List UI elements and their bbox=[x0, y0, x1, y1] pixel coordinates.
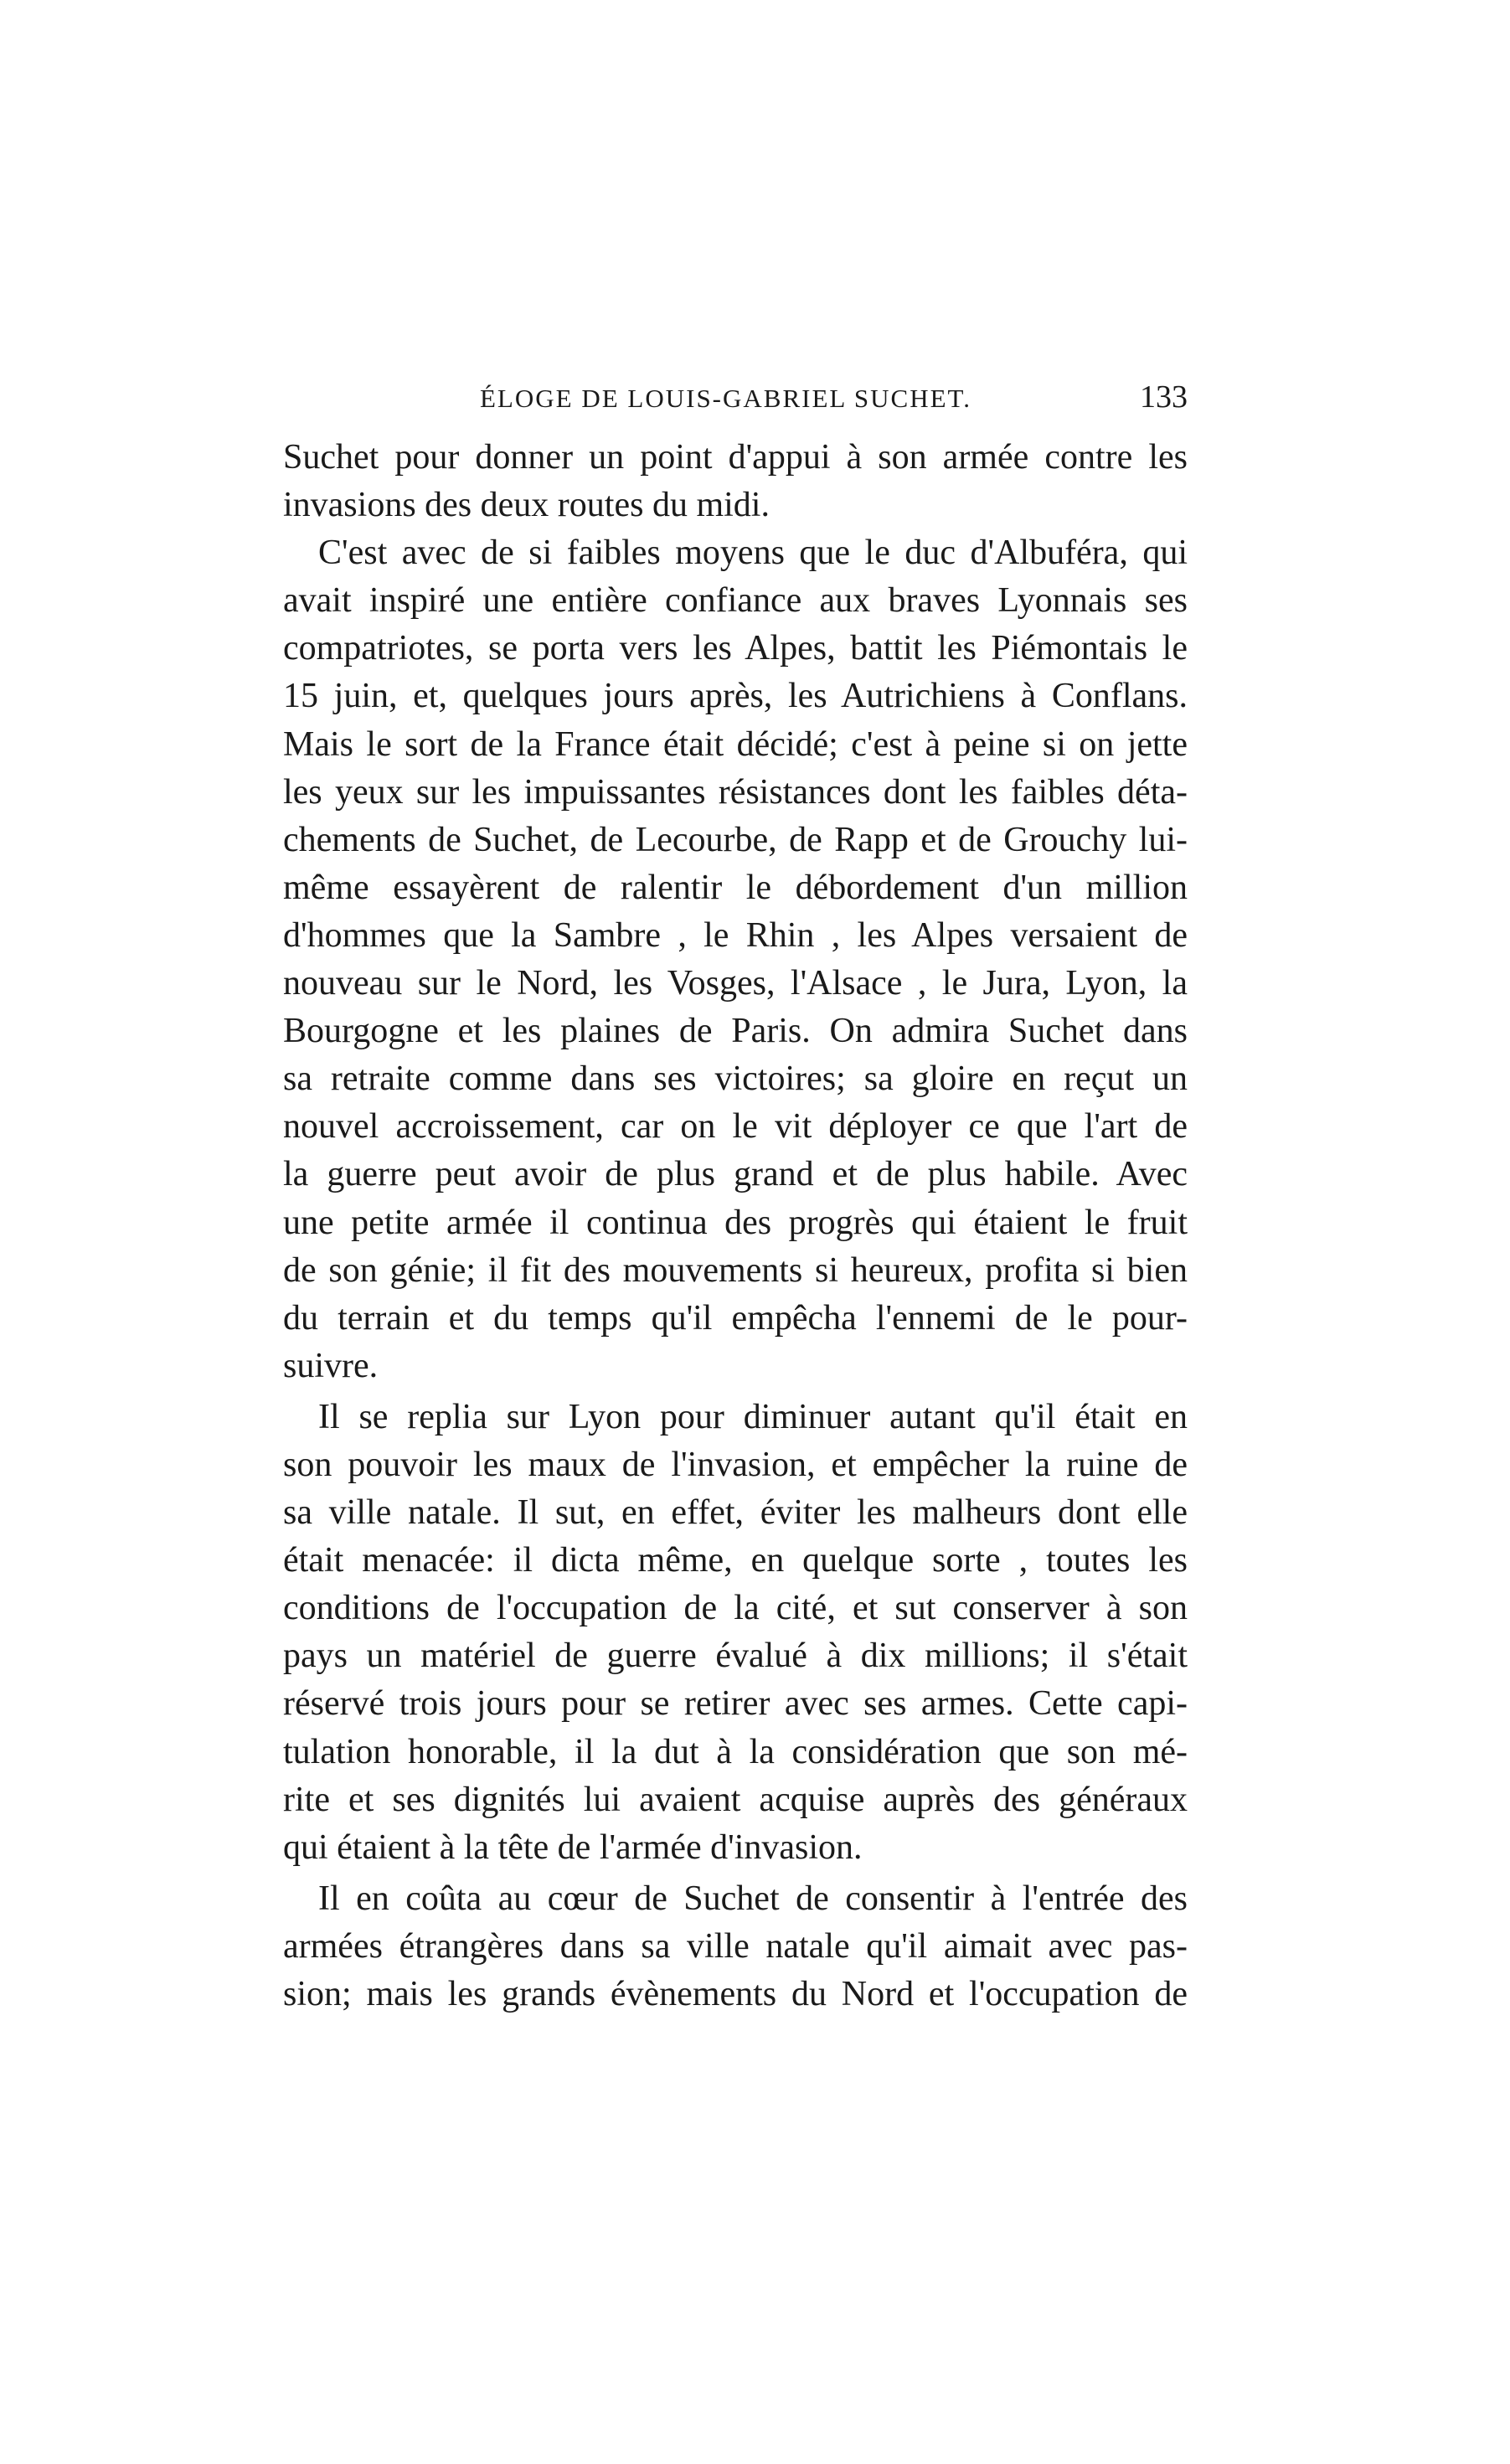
paragraph-2 bbox=[283, 529, 1188, 1390]
text-line: était menacée: il dicta même, en quelque sorte , toutes les bbox=[283, 1541, 1188, 1580]
text-line: Suchet pour donner un point d'appui à son armée contre les bbox=[283, 438, 1188, 477]
text-line: pays un matériel de guerre évalué à dix millions; il s'était bbox=[283, 1637, 1188, 1676]
text-line: avait inspiré une entière confiance aux braves Lyonnais ses bbox=[283, 581, 1188, 621]
text-line: son pouvoir les maux de l'invasion, et empêcher la ruine de bbox=[283, 1445, 1188, 1484]
text-line: conditions de l'occupation de la cité, et sut conserver à son bbox=[283, 1589, 1188, 1628]
text-line: sion; mais les grands évènements du Nord et l'occupation de bbox=[283, 1975, 1188, 2013]
page-number: 133 bbox=[1140, 379, 1188, 415]
running-title: ÉLOGE DE LOUIS-GABRIEL SUCHET. bbox=[480, 384, 971, 413]
text-line: une petite armée il continua des progrès qui étaient le fruit bbox=[283, 1203, 1188, 1242]
text-line: même essayèrent de ralentir le débordement d'un million bbox=[283, 868, 1188, 907]
text-line: chements de Suchet, de Lecourbe, de Rapp et de Grouchy lui- bbox=[283, 820, 1188, 859]
text-line: de son génie; il fit des mouvements si heureux, profita si bien bbox=[283, 1250, 1188, 1290]
text-line: réservé trois jours pour se retirer avec ses armes. Cette capi- bbox=[283, 1684, 1188, 1724]
text-line: d'hommes que la Sambre , le Rhin , les Alpes versaient de bbox=[283, 915, 1188, 955]
text-line: suivre. bbox=[283, 1346, 379, 1385]
text-line: sa ville natale. Il sut, en effet, éviter les malheurs dont elle bbox=[283, 1493, 1188, 1533]
paragraph-3 bbox=[283, 1394, 1188, 1872]
text-line: C'est avec de si faibles moyens que le duc d'Albuféra, qui bbox=[318, 534, 1188, 573]
text-line: Mais le sort de la France était décidé; c'est à peine si on jette bbox=[283, 724, 1188, 764]
text-line: nouveau sur le Nord, les Vosges, l'Alsace , le Jura, Lyon, la bbox=[283, 964, 1188, 1003]
text-line: compatriotes, se porta vers les Alpes, battit les Piémontais le bbox=[283, 629, 1188, 668]
text-line: tulation honorable, il la dut à la considération que son mé- bbox=[283, 1732, 1188, 1771]
text-line: nouvel accroissement, car on le vit déployer ce que l'art de bbox=[283, 1107, 1188, 1147]
paragraph-1 bbox=[283, 434, 1188, 529]
text-line: Il se replia sur Lyon pour diminuer autant qu'il était en bbox=[318, 1397, 1188, 1436]
text-line: 15 juin, et, quelques jours après, les Autrichiens à Conflans. bbox=[283, 677, 1188, 716]
text-line: qui étaient à la tête de l'armée d'invasion. bbox=[283, 1827, 863, 1867]
text-line: sa retraite comme dans ses victoires; sa gloire en reçut un bbox=[283, 1059, 1188, 1099]
page-header bbox=[283, 379, 1188, 425]
text-line: invasions des deux routes du midi. bbox=[283, 486, 770, 525]
text-line: Bourgogne et les plaines de Paris. On admira Suchet dans bbox=[283, 1012, 1188, 1051]
text-line: armées étrangères dans sa ville natale qu'il aimait avec pas- bbox=[283, 1926, 1188, 1966]
body-text bbox=[283, 434, 1188, 2018]
text-line: la guerre peut avoir de plus grand et de plus habile. Avec bbox=[283, 1155, 1188, 1194]
text-line: Il en coûta au cœur de Suchet de consentir à l'entrée des bbox=[318, 1879, 1188, 1918]
text-line: les yeux sur les impuissantes résistances dont les faibles déta- bbox=[283, 772, 1188, 812]
paragraph-4 bbox=[283, 1875, 1188, 2018]
text-line: rite et ses dignités lui avaient acquise auprès des généraux bbox=[283, 1780, 1188, 1819]
text-line: du terrain et du temps qu'il empêcha l'ennemi de le pour- bbox=[283, 1298, 1188, 1338]
